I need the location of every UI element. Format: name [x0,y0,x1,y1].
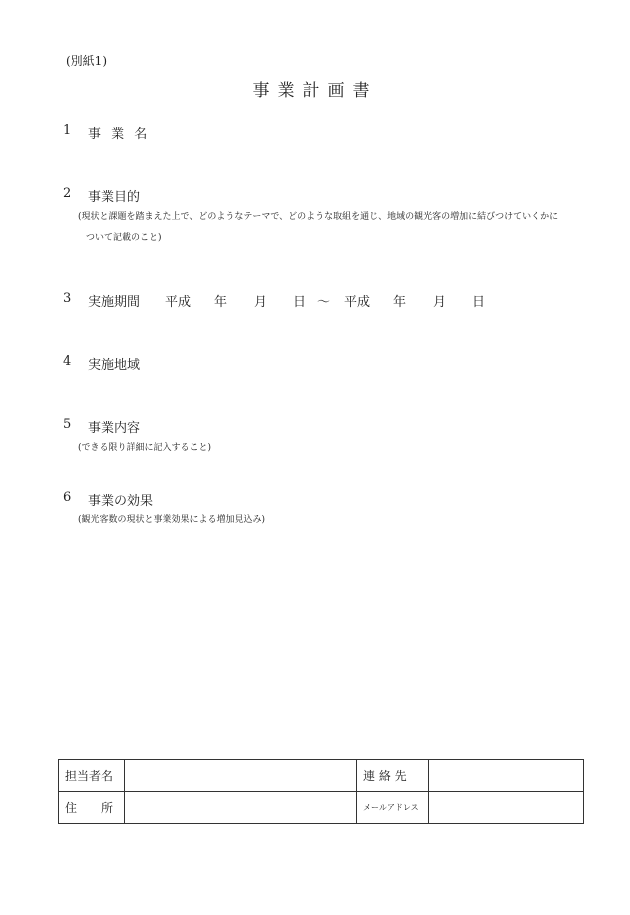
period-year-start: 年 [214,295,228,310]
document-title: 事業計画書 [252,81,378,101]
section-5-title: 事業内容 [88,421,141,436]
table-row [59,760,584,792]
period-day-start: 日 [293,295,307,310]
section-5-number: 5 [63,417,72,432]
period-month-start: 月 [254,295,268,310]
person-label: 担当者名 [59,760,125,792]
email-label: メールアドレス [357,792,429,824]
section-3-number: 3 [63,291,72,306]
annex-label: (別紙1) [66,54,107,68]
table-row [59,792,584,824]
section-6-note: (観光客数の現状と事業効果による増加見込み) [78,515,266,525]
address-label: 住 所 [59,792,125,824]
period-row [0,291,630,311]
period-year-end: 年 [393,295,407,310]
address-field[interactable] [125,792,357,824]
section-4-number: 4 [63,354,72,369]
contact-table [58,759,584,824]
section-4-title: 実施地域 [88,358,141,373]
section-2-note-line1: (現状と課題を踏まえた上で、どのようなテーマで、どのような取組を通じ、地域の観光客の増加に結びつけていくかに [78,212,559,222]
section-2-title: 事業目的 [88,190,141,205]
section-1-title: 事 業 名 [88,127,151,142]
period-day-end: 日 [472,295,486,310]
contact-field[interactable] [429,760,584,792]
section-5-note: (できる限り詳細に記入すること) [78,443,212,453]
section-6-number: 6 [63,490,72,505]
period-tilde: 〜 [317,295,331,310]
period-month-end: 月 [433,295,447,310]
person-field[interactable] [125,760,357,792]
section-2-number: 2 [63,186,72,201]
contact-label: 連 絡 先 [357,760,429,792]
section-6-title: 事業の効果 [88,494,154,509]
period-era-end: 平成 [344,295,371,310]
section-1-number: 1 [63,123,72,138]
period-era-start: 平成 [165,295,192,310]
email-field[interactable] [429,792,584,824]
section-3-title: 実施期間 [88,295,141,310]
section-2-note-line2: ついて記載のこと) [86,233,162,243]
